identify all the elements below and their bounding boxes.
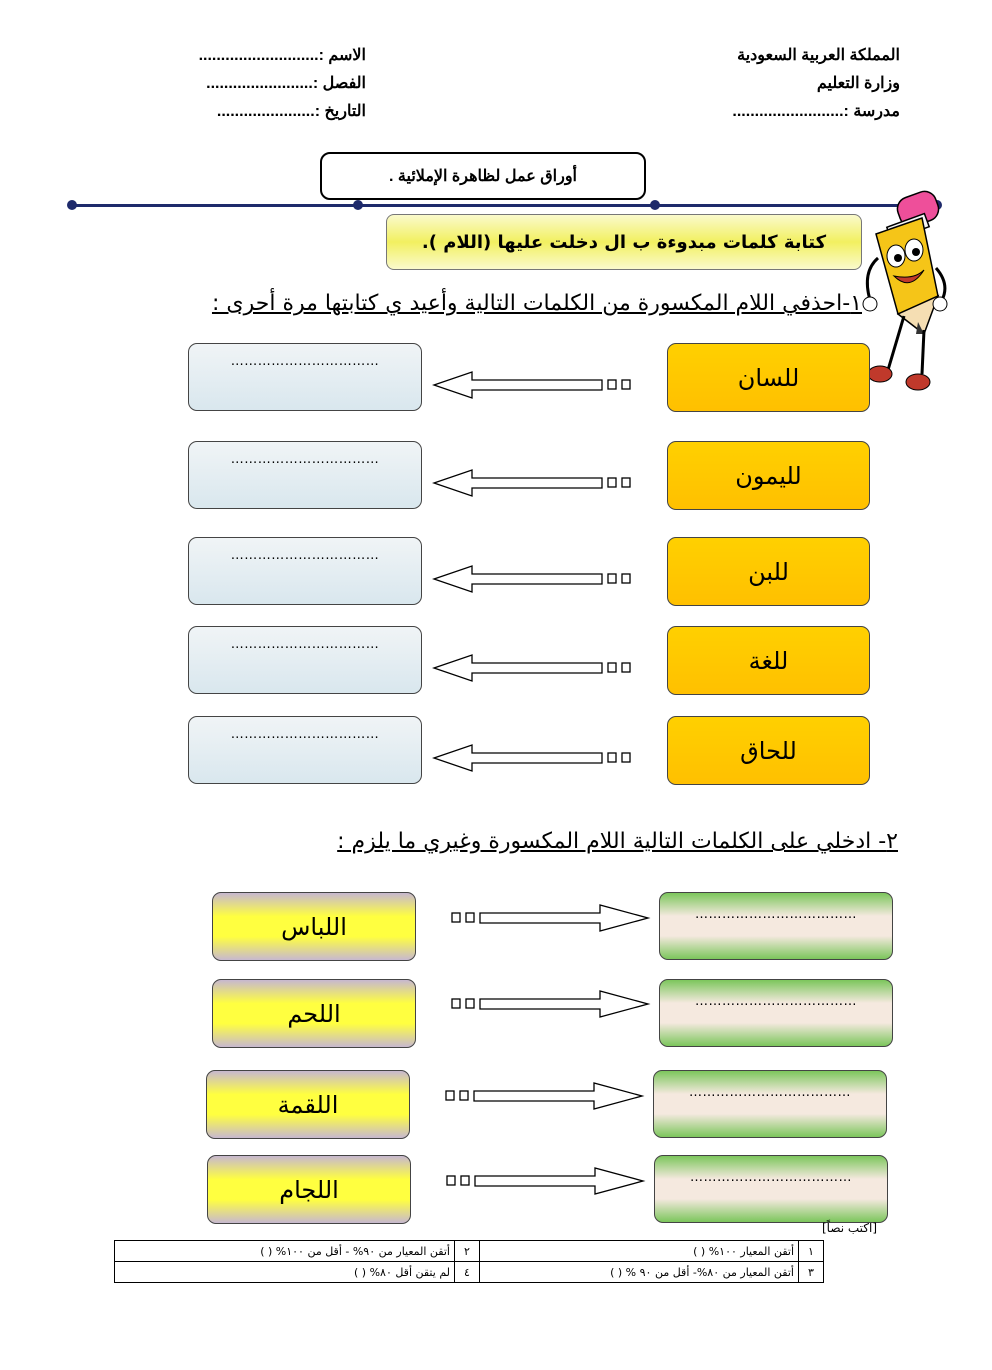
divider-dot: [353, 200, 363, 210]
right-arrow-icon: [448, 903, 652, 933]
word-box: اللقمة: [206, 1070, 410, 1139]
table-row: [115, 1262, 824, 1283]
answer-box[interactable]: ………………………………: [653, 1070, 887, 1138]
criteria-number: ١: [799, 1241, 824, 1262]
worksheet-title: أوراق عمل لظاهرة الإملائية .: [320, 152, 646, 200]
question-2-heading: ٢- ادخلي على الكلمات التالية اللام المكسورة وغيري ما يلزم :: [337, 829, 898, 854]
word-box: للحاق: [667, 716, 870, 785]
lesson-banner: كتابة كلمات مبدوءة ب ال دخلت عليها (اللام ).: [386, 214, 862, 270]
table-row: [115, 1241, 824, 1262]
divider-dot: [650, 200, 660, 210]
divider-line: [72, 204, 940, 207]
name-field[interactable]: الاسم :...........................: [198, 47, 366, 64]
criteria-number: ٤: [455, 1262, 480, 1283]
right-arrow-icon: [442, 1081, 646, 1111]
criteria-table: [114, 1240, 824, 1283]
school-field[interactable]: مدرسة :.........................: [732, 103, 900, 120]
criteria-text: لم يتقن أقل ٨٠% ( ): [115, 1262, 455, 1283]
left-arrow-icon: [432, 743, 636, 773]
word-box: للبن: [667, 537, 870, 606]
criteria-number: ٢: [455, 1241, 480, 1262]
word-box: اللحم: [212, 979, 416, 1048]
left-arrow-icon: [432, 653, 636, 683]
answer-box[interactable]: ………………………………: [654, 1155, 888, 1223]
divider-dot: [67, 200, 77, 210]
left-arrow-icon: [432, 370, 636, 400]
country-name: المملكة العربية السعودية: [737, 47, 900, 64]
class-field[interactable]: الفصل :........................: [206, 75, 366, 92]
answer-box[interactable]: ……………………………: [188, 343, 422, 411]
answer-box[interactable]: ………………………………: [659, 892, 893, 960]
criteria-text: أتقن المعيار من ٩٠% - أقل من ١٠٠% ( ): [115, 1241, 455, 1262]
word-box: للسان: [667, 343, 870, 412]
question-1-heading: ١-احذفي اللام المكسورة من الكلمات التالية وأعيد ي كتابتها مرة أحرى :: [211, 291, 862, 316]
pencil-mascot-icon: [858, 184, 948, 394]
word-box: اللجام: [207, 1155, 411, 1224]
right-arrow-icon: [443, 1166, 647, 1196]
answer-box[interactable]: ……………………………: [188, 441, 422, 509]
word-box: للغة: [667, 626, 870, 695]
answer-box[interactable]: ……………………………: [188, 716, 422, 784]
word-box: لليمون: [667, 441, 870, 510]
right-arrow-icon: [448, 989, 652, 1019]
date-field[interactable]: التاريخ :......................: [216, 103, 366, 120]
left-arrow-icon: [432, 468, 636, 498]
answer-box[interactable]: ……………………………: [188, 537, 422, 605]
placeholder-note: [اكتب نصاً]: [822, 1221, 878, 1235]
criteria-text: أتقن المعيار من ٨٠%- أقل من ٩٠ % ( ): [480, 1262, 799, 1283]
answer-box[interactable]: ……………………………: [188, 626, 422, 694]
criteria-text: أتقن المعيار ١٠٠% ( ): [480, 1241, 799, 1262]
header-right: [732, 42, 900, 126]
criteria-number: ٣: [799, 1262, 824, 1283]
header-left: [134, 42, 366, 126]
left-arrow-icon: [432, 564, 636, 594]
ministry-name: وزارة التعليم: [816, 75, 900, 92]
answer-box[interactable]: ………………………………: [659, 979, 893, 1047]
word-box: اللباس: [212, 892, 416, 961]
